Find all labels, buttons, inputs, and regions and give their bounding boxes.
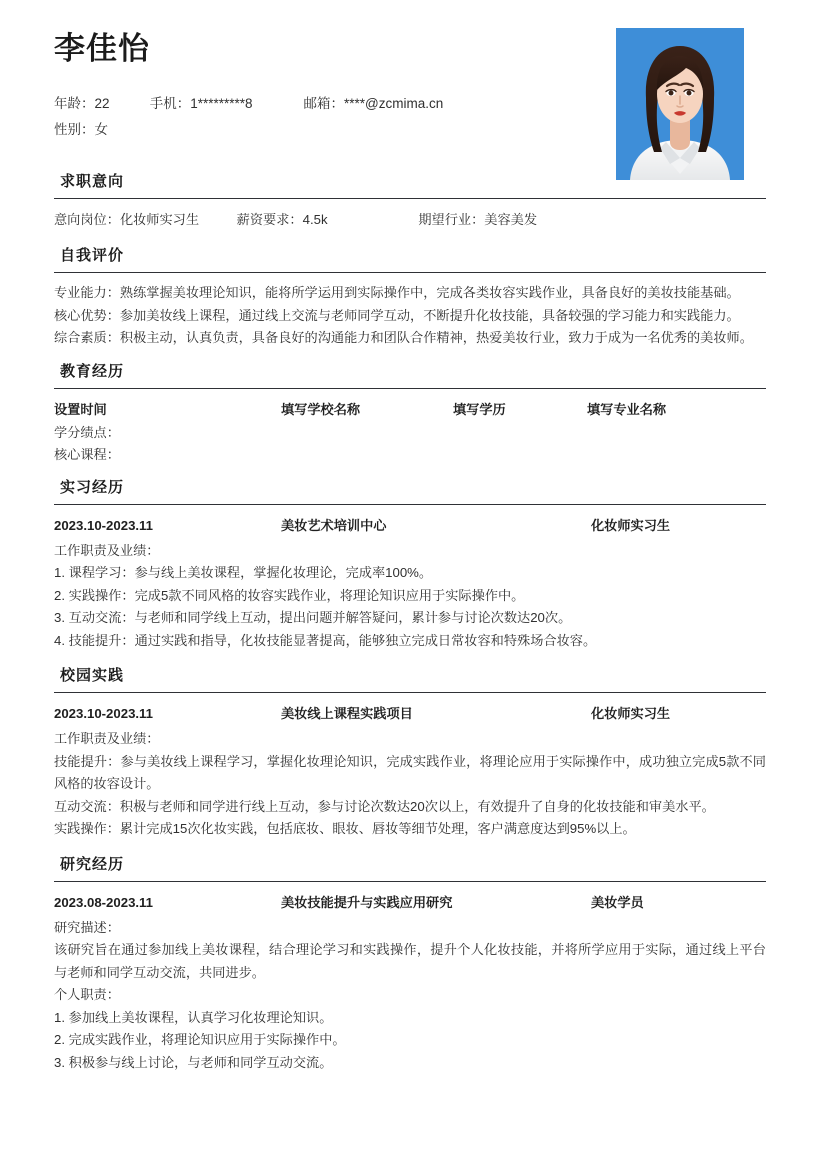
internship-role: 化妆师实习生: [591, 517, 671, 533]
campus-practice-organization: 美妆线上课程实践项目: [281, 706, 413, 721]
internship-organization: 美妆艺术培训中心: [281, 517, 387, 533]
section-title-education: 教育经历: [60, 362, 125, 380]
education-gpa-line: 学分绩点：: [54, 424, 120, 440]
contact-value-age: 22: [94, 96, 110, 112]
internship-subtitle: 工作职责及业绩：: [54, 542, 160, 558]
research-entry-header: [54, 891, 766, 917]
research-body: [54, 917, 766, 1077]
section-title-self-evaluation: 自我评价: [60, 247, 125, 264]
spacer: [54, 350, 766, 358]
section-title-internship: 实习经历: [60, 478, 125, 496]
contact-value-phone: 1*********8: [190, 96, 253, 112]
job-intent-position: [54, 208, 233, 232]
self-evaluation-paragraph: 综合素质：积极主动，认真负责，具备良好的沟通能力和团队合作精神，热爱美妆行业，致力于成为一名优秀的美妆师。: [54, 330, 753, 345]
campus-practice-date: 2023.10-2023.11: [54, 706, 154, 721]
research-topic: 美妆技能提升与实践应用研究: [281, 894, 453, 910]
spacer: [54, 843, 766, 851]
section-self-evaluation: [54, 244, 766, 358]
research-line: 3. 积极参与线上讨论，与老师和同学互动交流。: [54, 1054, 333, 1070]
job-intent-industry: [418, 208, 537, 232]
research-description: 该研究旨在通过参加线上美妆课程，结合理论学习和实践操作，提升个人化妆技能，并将所学应用于实际，通过线上平台与老师和同学互动交流，共同进步。: [54, 942, 766, 980]
education-courses-line: 核心课程：: [54, 446, 120, 462]
section-research: [54, 853, 766, 1077]
section-title-campus-practice: 校园实践: [60, 667, 125, 684]
campus-practice-entry-header: [54, 702, 766, 728]
contact-label-gender: 性别：: [54, 122, 95, 138]
campus-practice-body: [54, 728, 766, 843]
job-intent-position-value: 化妆师实习生: [119, 212, 200, 227]
contact-value-gender: 女: [94, 122, 108, 138]
section-divider-job-intent: [54, 198, 766, 199]
spacer: [54, 466, 766, 474]
contact-label-email: 邮箱：: [303, 96, 345, 112]
section-title-job-intent: 求职意向: [60, 173, 125, 190]
section-campus-practice: [54, 664, 766, 851]
resume-header: [54, 0, 766, 168]
internship-line: 4. 技能提升：通过实践和指导，化妆技能显著提高，能够独立完成日常妆容和特殊场合妆容。: [54, 632, 597, 648]
contact-field-email: [304, 91, 444, 117]
campus-practice-line: 技能提升：参与美妆线上课程学习，掌握化妆理论知识，完成实践作业，将理论应用于实际操作中，成功独立完成5款不同风格的妆容设计。: [54, 753, 766, 791]
education-col-school: 填写学校名称: [281, 401, 361, 417]
section-internship: [54, 476, 766, 663]
campus-practice-role: 化妆师实习生: [591, 706, 671, 721]
contact-label-phone: 手机：: [149, 96, 191, 112]
internship-entry-header: [54, 514, 766, 540]
job-intent-industry-value: 美容美发: [484, 212, 538, 227]
spacer: [54, 654, 766, 662]
self-evaluation-paragraph: 核心优势：参加美妆线上课程，通过线上交流与老师同学互动，不断提升化妆技能，具备较强的学习能力和实践能力。: [54, 307, 740, 323]
internship-date: 2023.10-2023.11: [54, 517, 154, 533]
job-intent-industry-label: 期望行业：: [418, 212, 485, 227]
avatar: [616, 28, 744, 180]
id-photo-illustration: [616, 28, 744, 180]
internship-line: 1. 课程学习：参与线上美妆课程，掌握化妆理论，完成率100%。: [54, 565, 433, 580]
contact-field-phone: [150, 91, 300, 117]
contact-field-age: [54, 91, 146, 117]
education-column-headers: [54, 398, 766, 422]
contact-field-gender: [54, 117, 146, 143]
section-education: [54, 360, 766, 474]
education-col-major: 填写专业名称: [587, 401, 667, 417]
education-col-degree: 填写学历: [453, 401, 506, 417]
section-divider-self-evaluation: [54, 272, 766, 273]
section-divider-research: [54, 881, 766, 882]
research-subtitle: 研究描述：: [54, 919, 120, 935]
contact-label-age: 年龄：: [54, 96, 95, 112]
research-date: 2023.08-2023.11: [54, 894, 154, 910]
job-intent-salary-value: 4.5k: [302, 212, 328, 227]
internship-line: 2. 实践操作：完成5款不同风格的妆容实践作业，将理论知识应用于实际操作中。: [54, 587, 525, 603]
job-intent-salary-label: 薪资要求：: [236, 212, 303, 227]
internship-line: 3. 互动交流：与老师和同学线上互动，提出问题并解答疑问，累计参与讨论次数达20次。: [54, 610, 572, 625]
section-title-research: 研究经历: [60, 855, 125, 873]
section-divider-campus-practice: [54, 692, 766, 693]
job-intent-salary: [237, 208, 415, 232]
job-intent-row: [54, 208, 766, 242]
education-col-time: 设置时间: [54, 401, 107, 417]
contact-value-email: ****@zcmima.cn: [344, 96, 444, 112]
research-role: 美妆学员: [591, 894, 644, 910]
job-intent-position-label: 意向岗位：: [54, 212, 120, 227]
section-divider-education: [54, 388, 766, 389]
page-title: 李佳怡: [54, 31, 150, 66]
self-evaluation-paragraph: 专业能力：熟练掌握美妆理论知识，能将所学运用到实际操作中，完成各类妆容实践作业，具备良好的美妆技能基础。: [54, 285, 740, 300]
section-job-intent: [54, 170, 766, 242]
campus-practice-subtitle: 工作职责及业绩：: [54, 731, 160, 746]
internship-body: [54, 540, 766, 655]
research-line: 1. 参加线上美妆课程，认真学习化妆理论知识。: [54, 1009, 333, 1025]
campus-practice-line: 互动交流：积极与老师和同学进行线上互动，参与讨论次数达20次以上，有效提升了自身的化妆技能和审美水平。: [54, 798, 715, 814]
research-line: 2. 完成实践作业，将理论知识应用于实际操作中。: [54, 1032, 346, 1047]
section-divider-internship: [54, 504, 766, 505]
campus-practice-line: 实践操作：累计完成15次化妆实践，包括底妆、眼妆、唇妆等细节处理，客户满意度达到95%以上。: [54, 821, 636, 836]
research-duty-subtitle: 个人职责：: [54, 987, 120, 1002]
